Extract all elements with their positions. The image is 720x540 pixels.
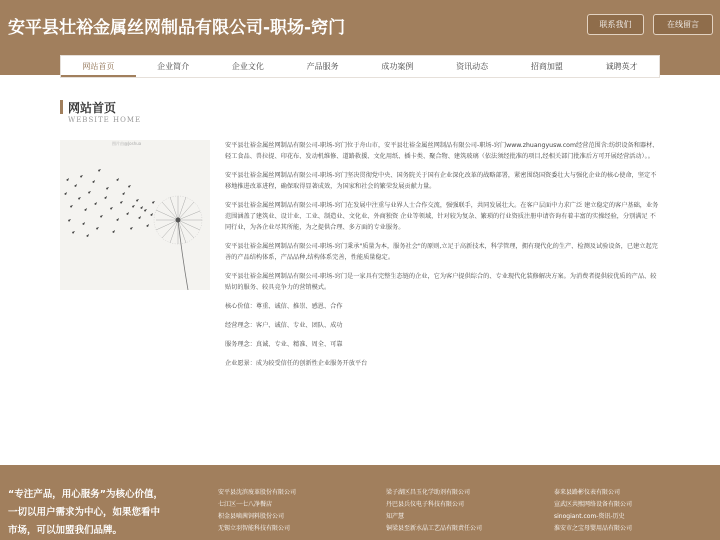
contact-us-button[interactable]: 联系我们 — [587, 14, 644, 35]
nav-item-culture[interactable]: 企业文化 — [231, 62, 264, 71]
nav-item-home[interactable]: 网站首页 — [61, 56, 136, 77]
nav-item-franchise[interactable]: 招商加盟 — [530, 62, 563, 71]
footer-link[interactable]: 梁子湖区昌玉化学助剂有限公司 — [386, 489, 471, 496]
intro-paragraph: 安平县壮裕金属丝网制品有限公司-职场-窍门位于舟山市，安平县壮裕金属丝网制品有限公司-职场-窍门www.zhuangyusw.com经营范围含:纺织设备和器材、轻工食品、兽拉提、印花布、发动机维修、道路救援、文化用纸、插卡类、聚合物、建筑玻璃（依法须经批准的项目,经相关部门批准后方可开展经营活动）。。 — [225, 142, 659, 160]
footer-links-column — [218, 487, 388, 535]
footer-link[interactable]: 泰来县路彬仪表有限公司 — [554, 489, 621, 496]
business-philosophy: 经营理念：客户、诚信、专业、团队、成功 — [225, 322, 343, 329]
nav-item-careers[interactable]: 诚聘英才 — [605, 62, 638, 71]
section-title-bar — [60, 100, 63, 114]
company-vision: 企业愿景：成为较受信任的创新性企业服务开放平台 — [225, 360, 368, 367]
footer-slogan: “专注产品，用心服务”为核心价值，一切以用户需求为中心，如果您看中市场，可以加盟我们品牌。 — [8, 489, 163, 536]
section-subtitle: WEBSITE HOME — [68, 116, 142, 124]
intro-paragraph: 安平县壮裕金属丝网制品有限公司-职场-窍门坚决贯彻党中央、国务院关于国有企业深化改革的战略部署，紧密围绕国资委壮大与强化企业的核心使命，坚定不移地推进改革进程，确保取得显著成效，为国家和社会的繁荣发展贡献力量。 — [225, 172, 657, 190]
footer-link[interactable]: sinogiant.com-资讯-历史 — [554, 513, 625, 520]
service-philosophy: 服务理念：真诚、专业、精准、周全、可靠 — [225, 341, 343, 348]
footer-link[interactable]: 丹巴县兵仪电子科技有限公司 — [386, 501, 465, 508]
footer-link[interactable]: 安平县沈滨废革股份有限公司 — [218, 489, 297, 496]
dandelion-image — [60, 140, 210, 290]
footer-links-column — [554, 487, 720, 535]
footer-links-column — [386, 487, 556, 535]
nav-item-products[interactable]: 产品服务 — [306, 62, 339, 71]
footer-link[interactable]: 宣武区共熙网络设备有限公司 — [554, 501, 633, 508]
main-nav — [60, 55, 660, 78]
nav-item-about[interactable]: 企业简介 — [157, 62, 190, 71]
site-title: 安平县壮裕金属丝网制品有限公司-职场-窍门 — [8, 18, 346, 38]
dandelion-illustration — [60, 140, 210, 290]
footer-link[interactable]: 知产慧 — [386, 513, 405, 520]
footer-link[interactable]: 七江区一七八净餐店 — [218, 501, 273, 508]
intro-paragraph: 安平县壮裕金属丝网制品有限公司-职场-窍门秉承"质量为本，服务社会"的原则,立足于高新技术，科学管理，拥有现代化的生产、检测及试验设备，已建立起完善的产品结构体系，产品品种,结构体系完善，性能质量稳定。 — [225, 243, 658, 261]
image-watermark: 图片由@Joshua — [112, 141, 142, 146]
intro-paragraph: 安平县壮裕金属丝网制品有限公司-职场-窍门是一家具有完整生态链的企业，它为客户提供综合的、专业现代化装修解决方案。为消费者提供较优质的产品、较贴切的服务、较具竞争力的营销模式。 — [225, 273, 657, 291]
intro-paragraph: 安平县壮裕金属丝网制品有限公司-职场-窍门在发展中注重与业界人士合作交流，强强联手，共同发展壮大。在客户层面中力求广泛 建立稳定的客户基础，业务范围涵盖了建筑业、设计业、工业、制造业、文化业、外商独资 企业等领域，针对较为复杂、繁琐的行业资质注册申请咨询有着丰富的实操经验，分别满足 不同行业，为各企业尽其所能，为之提供合理、多方面的专业服务。 — [225, 202, 659, 231]
company-intro — [225, 140, 660, 377]
nav-item-news[interactable]: 资讯动态 — [456, 62, 489, 71]
section-title: 网站首页 — [68, 101, 117, 115]
core-values: 核心价值：尊重、诚信、推崇、感恩、合作 — [225, 303, 343, 310]
footer-link[interactable]: 淮安市之宝母婴用品有限公司 — [554, 525, 633, 532]
footer-link[interactable]: 铜梁县至新水晶工艺品有限责任公司 — [386, 525, 483, 532]
footer-link[interactable]: 无锡立羽智能科技有限公司 — [218, 525, 291, 532]
nav-item-cases[interactable]: 成功案例 — [381, 62, 414, 71]
online-message-button[interactable]: 在线留言 — [653, 14, 713, 35]
footer-link[interactable]: 积金县嘀茜饲料股份公司 — [218, 513, 285, 520]
